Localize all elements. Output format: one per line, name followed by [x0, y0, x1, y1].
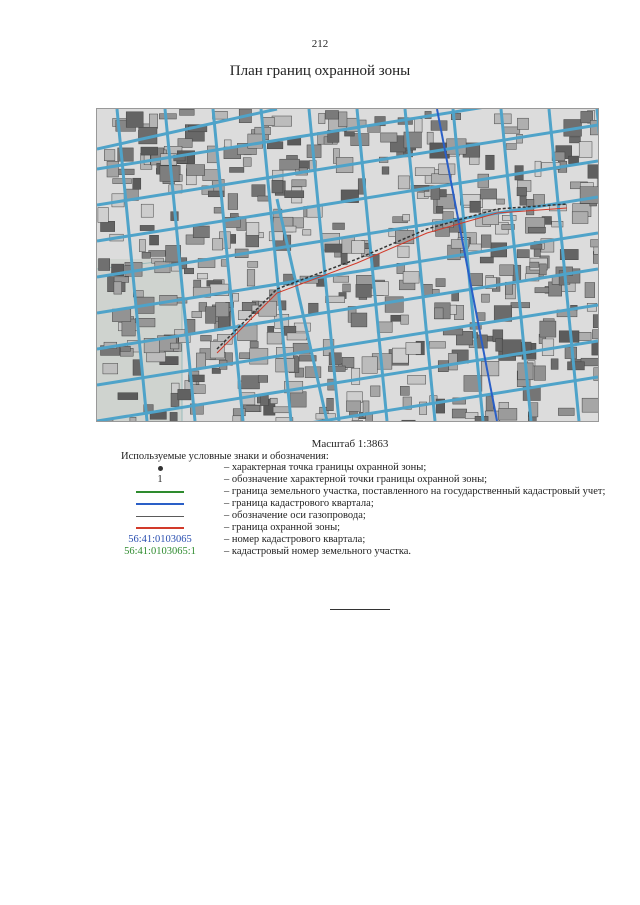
legend-item-parcel-boundary: [96, 486, 616, 498]
quarter-number-symbol: 56:41:0103065: [128, 534, 192, 545]
legend-description: – граница кадастрового квартала;: [224, 498, 374, 509]
legend-item-point-label: [96, 474, 616, 486]
cadastral-map: [96, 108, 599, 422]
legend-description: – номер кадастрового квартала;: [224, 534, 366, 545]
legend-item-gas-axis: [96, 510, 616, 522]
point-number-symbol: 1: [157, 474, 163, 485]
legend: [96, 462, 616, 558]
legend-item-quarter-boundary: [96, 498, 616, 510]
legend-item-parcel-number: [96, 546, 616, 558]
signature-line: [330, 609, 390, 610]
blue-line-icon: [136, 503, 184, 505]
map-scale: Масштаб 1:3863: [311, 438, 389, 450]
legend-item-zone-boundary: [96, 522, 616, 534]
gray-line-icon: [136, 516, 184, 517]
boundary-point-icon: [158, 466, 163, 471]
map-drawing: [97, 109, 598, 421]
legend-heading: Используемые условные знаки и обозначения:: [121, 451, 329, 462]
legend-description: – обозначение оси газопровода;: [224, 510, 366, 521]
green-line-icon: [136, 491, 184, 493]
page-number: 212: [311, 38, 329, 50]
legend-description: – граница земельного участка, поставленного на государственный кадастровый учет;: [224, 486, 606, 497]
legend-description: – характерная точка границы охранной зоны;: [224, 462, 427, 473]
red-line-icon: [136, 527, 184, 529]
legend-item-quarter-number: [96, 534, 616, 546]
parcel-number-symbol: 56:41:0103065:1: [124, 546, 196, 557]
legend-item-point: [96, 462, 616, 474]
legend-description: – граница охранной зоны;: [224, 522, 341, 533]
legend-description: – обозначение характерной точки границы охранной зоны;: [224, 474, 488, 485]
plan-title: План границ охранной зоны: [229, 63, 411, 79]
legend-description: – кадастровый номер земельного участка.: [224, 546, 412, 557]
